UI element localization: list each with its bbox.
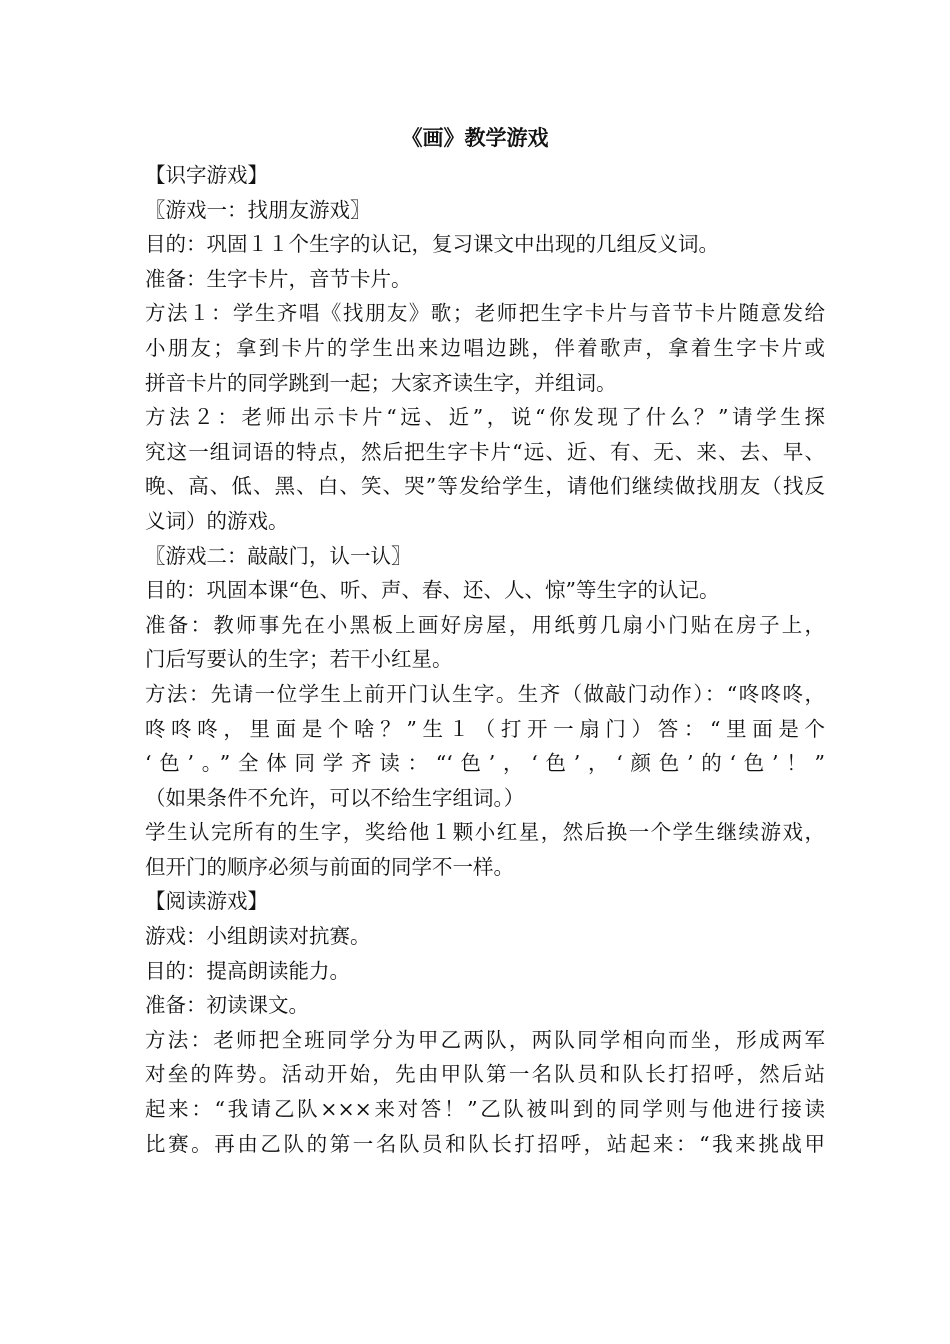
paragraph-line: 目的：提高朗读能力。 — [145, 958, 350, 983]
paragraph-line: 但开门的顺序必须与前面的同学不一样。 — [145, 854, 514, 879]
section-heading-literacy-games: 【识字游戏】 — [145, 163, 268, 187]
paragraph-line: 目的：巩固本课“色、听、声、春、还、人、惊”等生字的认记。 — [145, 578, 720, 603]
document-body — [145, 158, 825, 1161]
document-title: 《画》教学游戏 — [401, 125, 549, 150]
paragraph-line: 对垒的阵势。活动开始，先由甲队第一名队员和队长打招呼，然后站 — [145, 1062, 825, 1087]
paragraph-line: 方法１：学生齐唱《找朋友》歌；老师把生字卡片与音节卡片随意发给 — [145, 301, 825, 326]
paragraph-line: （如果条件不允许，可以不给生字组词。） — [145, 785, 525, 810]
paragraph-line: 游戏：小组朗读对抗赛。 — [145, 924, 371, 949]
paragraph-line: 究这一组词语的特点，然后把生字卡片“远、近、有、无、来、去、早、 — [145, 439, 825, 464]
paragraph-line: 拼音卡片的同学跳到一起；大家齐读生字，并组词。 — [145, 370, 617, 395]
paragraph-line: 准备：生字卡片，音节卡片。 — [145, 266, 412, 291]
paragraph-line: 晚、高、低、黑、白、笑、哭”等发给学生，请他们继续做找朋友（找反 — [145, 474, 825, 499]
paragraph-line: ‘色’。”全体同学齐读：“‘色’，‘色’，‘颜色’的‘色’！” — [145, 751, 825, 776]
paragraph-line: 准备：初读课文。 — [145, 993, 309, 1018]
paragraph-line: 比赛。再由乙队的第一名队员和队长打招呼，站起来：“我来挑战甲 — [145, 1131, 825, 1156]
paragraph-line: 咚咚咚，里面是个啥？”生１（打开一扇门）答：“里面是个 — [145, 716, 825, 741]
paragraph-line: 方法：老师把全班同学分为甲乙两队，两队同学相向而坐，形成两军 — [145, 1027, 825, 1052]
game-one-heading: 〖游戏一：找朋友游戏〗 — [145, 197, 371, 222]
section-heading-reading-games: 【阅读游戏】 — [145, 889, 268, 914]
game-two-heading: 〖游戏二：敲敲门，认一认〗 — [145, 543, 412, 568]
paragraph-line: 准备：教师事先在小黑板上画好房屋，用纸剪几扇小门贴在房子上， — [145, 612, 825, 637]
paragraph-line: 义词）的游戏。 — [145, 508, 289, 533]
paragraph-line: 目的：巩固１１个生字的认记，复习课文中出现的几组反义词。 — [145, 232, 719, 257]
paragraph-line: 门后写要认的生字；若干小红星。 — [145, 647, 453, 672]
paragraph-line: 小朋友；拿到卡片的学生出来边唱边跳，伴着歌声，拿着生字卡片或 — [145, 335, 825, 360]
paragraph-line: 方法２：老师出示卡片“远、近”，说“你发现了什么？”请学生探 — [145, 405, 825, 430]
paragraph-line: 方法：先请一位学生上前开门认生字。生齐（做敲门动作）：“咚咚咚， — [145, 681, 825, 706]
paragraph-line: 起来：“我请乙队×××来对答！”乙队被叫到的同学则与他进行接读 — [145, 1097, 825, 1122]
paragraph-line: 学生认完所有的生字，奖给他１颗小红星，然后换一个学生继续游戏， — [145, 820, 825, 845]
